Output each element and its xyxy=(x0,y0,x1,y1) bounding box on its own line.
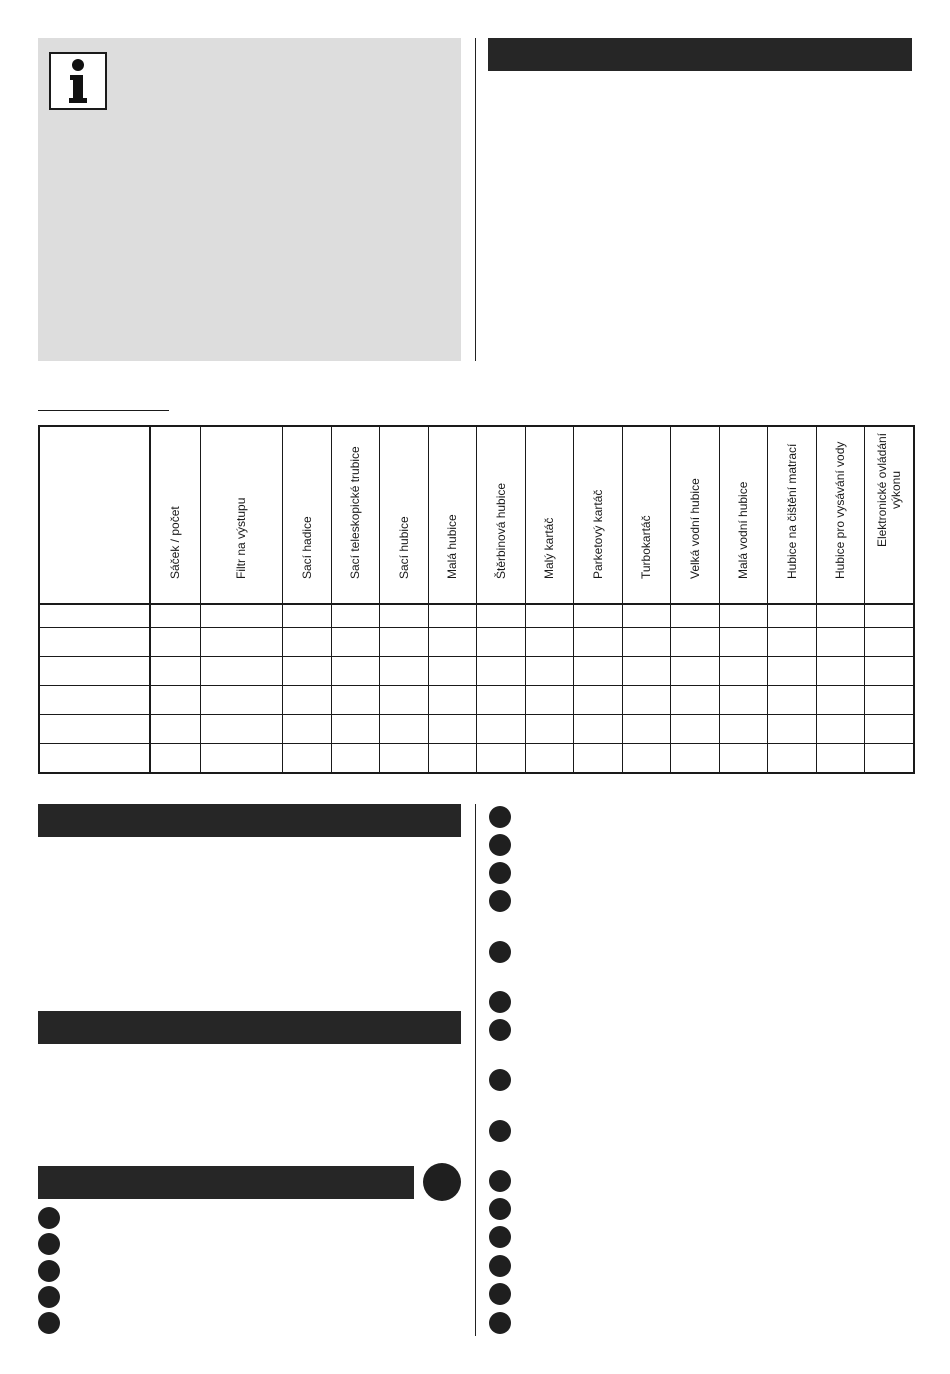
table-body xyxy=(39,604,914,773)
table-row xyxy=(39,715,914,744)
table-cell xyxy=(200,627,282,656)
table-cell xyxy=(719,685,767,714)
table-cell xyxy=(331,656,379,685)
list-bullet xyxy=(38,1207,60,1229)
column-header xyxy=(670,426,719,604)
table-cell xyxy=(150,656,200,685)
column-header xyxy=(150,426,200,604)
table-cell xyxy=(767,627,816,656)
column-header-label: Sací teleskopické trubice xyxy=(348,446,362,579)
table-cell xyxy=(379,604,428,627)
table-cell xyxy=(719,744,767,773)
section-header-bar-3 xyxy=(38,1166,414,1199)
table-cell xyxy=(379,656,428,685)
table-cell xyxy=(282,656,331,685)
table-cell xyxy=(428,627,476,656)
column-header-label: Sací hubice xyxy=(396,516,411,579)
table-cell xyxy=(39,604,150,627)
table-cell xyxy=(622,627,670,656)
table-row xyxy=(39,604,914,627)
table-cell xyxy=(282,744,331,773)
table-cell xyxy=(476,604,525,627)
list-bullet xyxy=(489,1019,511,1041)
table-cell xyxy=(150,604,200,627)
table-cell xyxy=(864,604,914,627)
table-cell xyxy=(816,604,864,627)
section-number-badge xyxy=(423,1163,461,1201)
column-header-label: Malá vodní hubice xyxy=(736,481,750,579)
column-header xyxy=(282,426,331,604)
column-header xyxy=(573,426,622,604)
list-bullet xyxy=(489,1198,511,1220)
list-bullet xyxy=(489,890,511,912)
table-cell xyxy=(573,685,622,714)
table-cell xyxy=(331,744,379,773)
table-cell xyxy=(670,604,719,627)
table-cell xyxy=(331,627,379,656)
table-cell xyxy=(573,744,622,773)
table-cell xyxy=(150,715,200,744)
table-row xyxy=(39,627,914,656)
table-cell xyxy=(719,656,767,685)
column-header-label: Malá hubice xyxy=(445,514,459,579)
table-cell xyxy=(200,656,282,685)
table-cell xyxy=(816,744,864,773)
table-cell xyxy=(622,685,670,714)
column-header-label: Malý kartáč xyxy=(542,517,556,579)
table-cell xyxy=(331,715,379,744)
list-bullet xyxy=(38,1286,60,1308)
column-header xyxy=(331,426,379,604)
table-cell xyxy=(816,685,864,714)
table-cell xyxy=(150,627,200,656)
list-bullet xyxy=(489,941,511,963)
table-cell xyxy=(476,656,525,685)
table-cell xyxy=(282,685,331,714)
table-cell xyxy=(150,685,200,714)
list-bullet xyxy=(489,1226,511,1248)
table-cell xyxy=(39,744,150,773)
table-cell xyxy=(282,715,331,744)
table-cell xyxy=(525,744,573,773)
column-header-label: Sáček / počet xyxy=(168,506,183,579)
table-cell xyxy=(525,656,573,685)
accessory-table xyxy=(38,425,915,774)
column-header-label: Turbokartáč xyxy=(639,515,653,579)
table-cell xyxy=(670,685,719,714)
table-cell xyxy=(379,685,428,714)
table-cell xyxy=(525,715,573,744)
table-cell xyxy=(767,715,816,744)
section-header-bar-2 xyxy=(38,1011,461,1044)
table-cell xyxy=(476,627,525,656)
list-bullet xyxy=(489,1312,511,1334)
table-cell xyxy=(282,627,331,656)
table-cell xyxy=(767,604,816,627)
table-row xyxy=(39,744,914,773)
table-cell xyxy=(428,744,476,773)
table-cell xyxy=(282,604,331,627)
table-cell xyxy=(200,744,282,773)
table-cell xyxy=(719,604,767,627)
list-bullet xyxy=(489,806,511,828)
section-header-bar-top-right xyxy=(488,38,912,71)
table-cell xyxy=(476,744,525,773)
column-header-label: Hubice pro vysávání vody xyxy=(833,441,847,579)
table-cell xyxy=(200,685,282,714)
table-cell xyxy=(331,604,379,627)
column-header xyxy=(719,426,767,604)
table-cell xyxy=(379,627,428,656)
table-cell xyxy=(200,604,282,627)
table-cell xyxy=(816,656,864,685)
table-cell xyxy=(622,656,670,685)
table-cell xyxy=(200,715,282,744)
table-cell xyxy=(39,627,150,656)
table-cell xyxy=(428,715,476,744)
table-cell xyxy=(816,627,864,656)
list-bullet xyxy=(489,991,511,1013)
table-cell xyxy=(39,656,150,685)
table-cell xyxy=(379,744,428,773)
table-cell xyxy=(525,685,573,714)
column-separator-top xyxy=(475,38,476,361)
table-cell xyxy=(573,604,622,627)
list-bullet xyxy=(489,1255,511,1277)
list-bullet xyxy=(38,1260,60,1282)
table-cell xyxy=(864,744,914,773)
table-cell xyxy=(525,627,573,656)
column-header-label: Velká vodní hubice xyxy=(687,478,702,579)
table-cell xyxy=(622,604,670,627)
table-cell xyxy=(573,656,622,685)
accessory-table-container xyxy=(38,425,912,774)
column-header-label: Elektronické ovládání výkonu xyxy=(874,432,903,548)
table-cell xyxy=(150,744,200,773)
table-cell xyxy=(573,627,622,656)
table-caption-underline xyxy=(38,410,169,411)
list-bullet xyxy=(489,1283,511,1305)
table-cell xyxy=(719,627,767,656)
table-cell xyxy=(573,715,622,744)
table-cell xyxy=(428,656,476,685)
list-bullet xyxy=(489,1170,511,1192)
table-cell xyxy=(476,715,525,744)
table-cell xyxy=(476,685,525,714)
table-cell xyxy=(622,715,670,744)
list-bullet xyxy=(489,1069,511,1091)
column-header-label: Filtr na výstupu xyxy=(234,497,248,579)
column-header xyxy=(622,426,670,604)
list-bullet xyxy=(38,1233,60,1255)
table-cell xyxy=(719,715,767,744)
table-cell xyxy=(864,685,914,714)
column-header xyxy=(525,426,573,604)
table-cell xyxy=(767,744,816,773)
info-icon xyxy=(49,52,107,110)
table-cell xyxy=(767,685,816,714)
column-header-label: Parketový kartáč xyxy=(590,489,605,579)
table-cell xyxy=(864,627,914,656)
table-row xyxy=(39,685,914,714)
table-cell xyxy=(864,715,914,744)
column-header xyxy=(476,426,525,604)
table-cell xyxy=(670,627,719,656)
column-header-label: Sací hadice xyxy=(299,516,314,579)
column-separator-bottom xyxy=(475,804,476,1336)
table-cell xyxy=(525,604,573,627)
list-bullet xyxy=(489,862,511,884)
table-cell xyxy=(622,744,670,773)
table-cell xyxy=(767,656,816,685)
table-cell xyxy=(670,656,719,685)
column-header xyxy=(379,426,428,604)
list-bullet xyxy=(489,834,511,856)
list-bullet xyxy=(38,1312,60,1334)
column-header xyxy=(767,426,816,604)
column-header-label: Štěrbinová hubice xyxy=(493,482,508,579)
table-cell xyxy=(331,685,379,714)
column-header xyxy=(428,426,476,604)
table-cell xyxy=(816,715,864,744)
column-header xyxy=(816,426,864,604)
table-cell xyxy=(39,715,150,744)
column-header-label: Hubice na čištění matrací xyxy=(784,443,799,579)
table-cell xyxy=(428,604,476,627)
table-cell xyxy=(670,715,719,744)
column-header xyxy=(200,426,282,604)
column-header xyxy=(864,426,914,604)
table-cell xyxy=(670,744,719,773)
table-cell xyxy=(864,656,914,685)
table-header-row xyxy=(39,426,914,604)
table-row xyxy=(39,656,914,685)
table-cell xyxy=(379,715,428,744)
header-corner-cell xyxy=(39,426,150,604)
table-cell xyxy=(39,685,150,714)
list-bullet xyxy=(489,1120,511,1142)
table-cell xyxy=(428,685,476,714)
section-header-bar-1 xyxy=(38,804,461,837)
